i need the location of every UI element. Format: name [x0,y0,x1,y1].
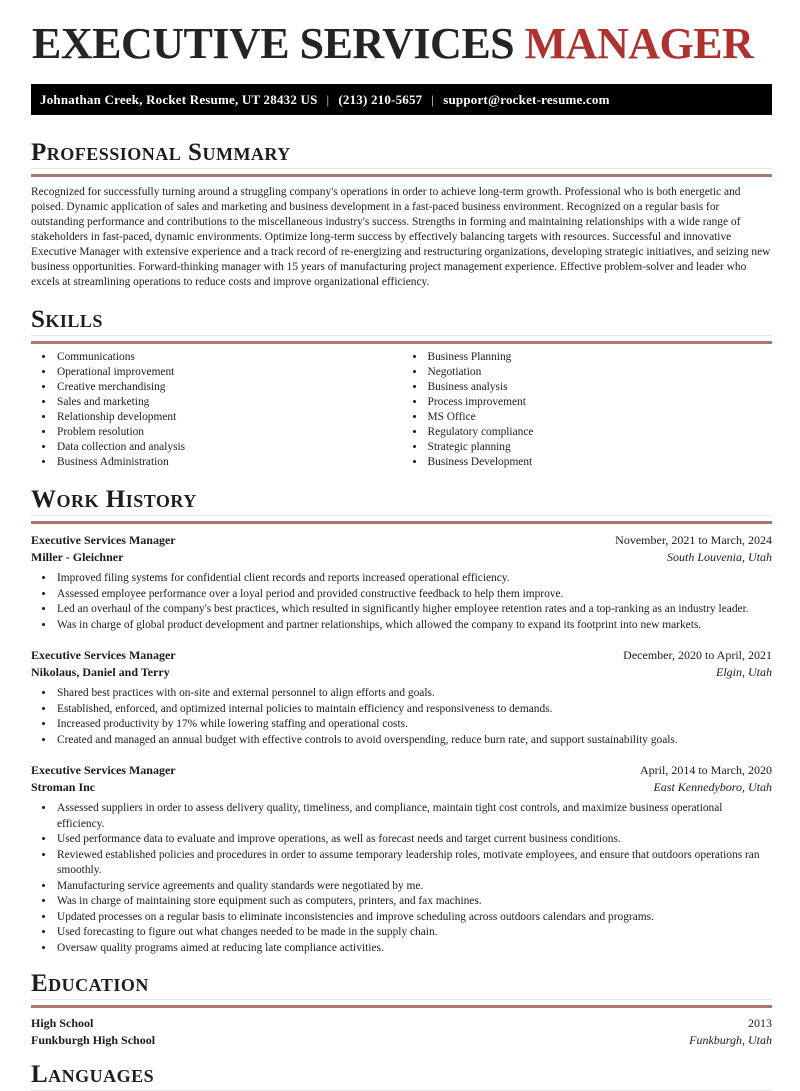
job-bullets [31,801,772,956]
contact-bar [31,84,772,115]
skill-item: • Business analysis [426,380,773,395]
skill-item: • Process improvement [426,395,773,410]
section-skills [31,306,772,470]
skill-item: • Creative merchandising [55,380,402,395]
education-year: 2013 [748,1016,772,1030]
job-bullet: • Oversaw quality programs aimed at reducing late compliance activities. [55,941,772,957]
education-school: Funkburgh High School [31,1033,156,1047]
title-accent: MANAGER [524,19,754,68]
job-bullet: • Improved filing systems for confidential client records and reports increased operational efficiency. [55,571,772,587]
job-dates: December, 2020 to April, 2021 [623,648,772,662]
section-rule [31,341,772,344]
summary-paragraph: Recognized for successfully turning around a struggling company's operations in order to achieve long-term growth. Professional who is both energetic and poised. Dynamic application of sales and marketing and business development in a fast-paced business environment. Recognized on a regular basis for outstanding performance and contributions to the miscellaneous industry's success. Strengths in forming and maintaining relationships with a wide range of stakeholders in fast-paced, dynamic environments. Optimize long-term success by effectively balancing targets with resources. Successful and innovative Executive Manager with extensive experience and a track record of re-energizing and restructuring organizations, developing strategic initiatives, and seizing new business opportunities. Forward-thinking manager with 15 years of manufacturing project management experience. Effective problem-solver and leader who excels at streamlining operations to reduce costs and improve organizational efficiency. [31,186,771,288]
job-location: East Kennedyboro, Utah [653,780,772,794]
section-rule [31,174,772,177]
job-header-row [31,762,772,779]
summary-heading: Professional Summary [31,139,772,169]
section-professional-summary [31,139,772,290]
contact-address: Johnathan Creek, Rocket Resume, UT 28432 US [40,92,318,107]
job-bullet: • Reviewed established policies and procedures in order to assume temporary leadership roles, motivate employees, and ensure that outdoors operations ran smoothly. [55,848,772,879]
job-title: Executive Services Manager [31,648,176,662]
education-heading: Education [31,970,772,1000]
job-bullet: • Established, enforced, and optimized internal policies to maintain efficiency and responsiveness to demands. [55,702,772,718]
job-entry [31,762,772,956]
job-dates: April, 2014 to March, 2020 [640,763,772,777]
job-bullet: • Shared best practices with on-site and external personnel to align efforts and goals. [55,686,772,702]
job-company-row [31,549,772,566]
job-company: Nikolaus, Daniel and Terry [31,665,170,679]
skill-item: • Problem resolution [55,425,402,440]
job-company-row [31,779,772,796]
job-header-row [31,532,772,549]
job-entry [31,532,772,633]
job-bullet: • Assessed suppliers in order to assess delivery quality, timeliness, and compliance, maintain tight cost controls, and maximize business operational efficiency. [55,801,772,832]
languages-heading: Languages [31,1061,772,1091]
job-title: Executive Services Manager [31,533,176,547]
skill-item: • Communications [55,350,402,365]
job-bullet: • Assessed employee performance over a loyal period and provided constructive feedback to help them improve. [55,587,772,603]
page-title [32,19,772,68]
resume-page [0,19,800,1088]
work-history-heading: Work History [31,486,772,516]
skill-item: • Business Planning [426,350,773,365]
skill-item: • Negotiation [426,365,773,380]
skill-item: • MS Office [426,410,773,425]
section-education [31,970,772,1049]
skill-item: • Business Development [426,455,773,470]
education-degree: High School [31,1016,94,1030]
skill-item: • Data collection and analysis [55,440,402,455]
title-primary: EXECUTIVE SERVICES [32,19,515,68]
section-rule [31,521,772,524]
job-bullets [31,686,772,748]
section-work-history [31,486,772,956]
skill-item: • Operational improvement [55,365,402,380]
skills-column-right [402,350,773,470]
job-location: South Louvenia, Utah [667,550,772,564]
skill-item: • Relationship development [55,410,402,425]
job-bullet: • Increased productivity by 17% while lowering staffing and operational costs. [55,717,772,733]
section-languages [31,1061,772,1091]
job-company: Stroman Inc [31,780,96,794]
skills-columns [31,350,772,470]
education-entry [31,1015,772,1049]
job-company-row [31,664,772,681]
job-bullets [31,571,772,633]
skill-item: • Sales and marketing [55,395,402,410]
section-rule [31,1005,772,1008]
job-company: Miller - Gleichner [31,550,124,564]
job-bullet: • Was in charge of global product development and partner relationships, which allowed the company to expand its footprint into new markets. [55,618,772,634]
job-bullet: • Led an overhaul of the company's best practices, which resulted in significantly higher employee retention rates and a top-ranking as an industry leader. [55,602,772,618]
job-list [31,532,772,956]
contact-phone: (213) 210-5657 [338,92,423,107]
job-bullet: • Updated processes on a regular basis to eliminate inconsistencies and improve scheduling across outdoors calendars and programs. [55,910,772,926]
job-bullet: • Used forecasting to figure out what changes needed to be made in the supply chain. [55,925,772,941]
education-location: Funkburgh, Utah [689,1033,772,1047]
job-header-row [31,647,772,664]
job-bullet: • Was in charge of maintaining store equipment such as computers, printers, and fax machines. [55,894,772,910]
skill-item: • Business Administration [55,455,402,470]
skill-item: • Regulatory compliance [426,425,773,440]
contact-separator: | [431,92,435,107]
job-bullet: • Used performance data to evaluate and improve operations, as well as forecast needs and target current business conditions. [55,832,772,848]
skill-item: • Strategic planning [426,440,773,455]
contact-separator: | [326,92,330,107]
job-dates: November, 2021 to March, 2024 [615,533,772,547]
contact-email: support@rocket-resume.com [443,92,610,107]
job-location: Elgin, Utah [716,665,772,679]
skills-heading: Skills [31,306,772,336]
job-title: Executive Services Manager [31,763,176,777]
skills-column-left [31,350,402,470]
job-bullet: • Manufacturing service agreements and quality standards were negotiated by me. [55,879,772,895]
job-bullet: • Created and managed an annual budget with effective controls to avoid overspending, reduce burn rate, and support sustainability goals. [55,733,772,749]
job-entry [31,647,772,748]
